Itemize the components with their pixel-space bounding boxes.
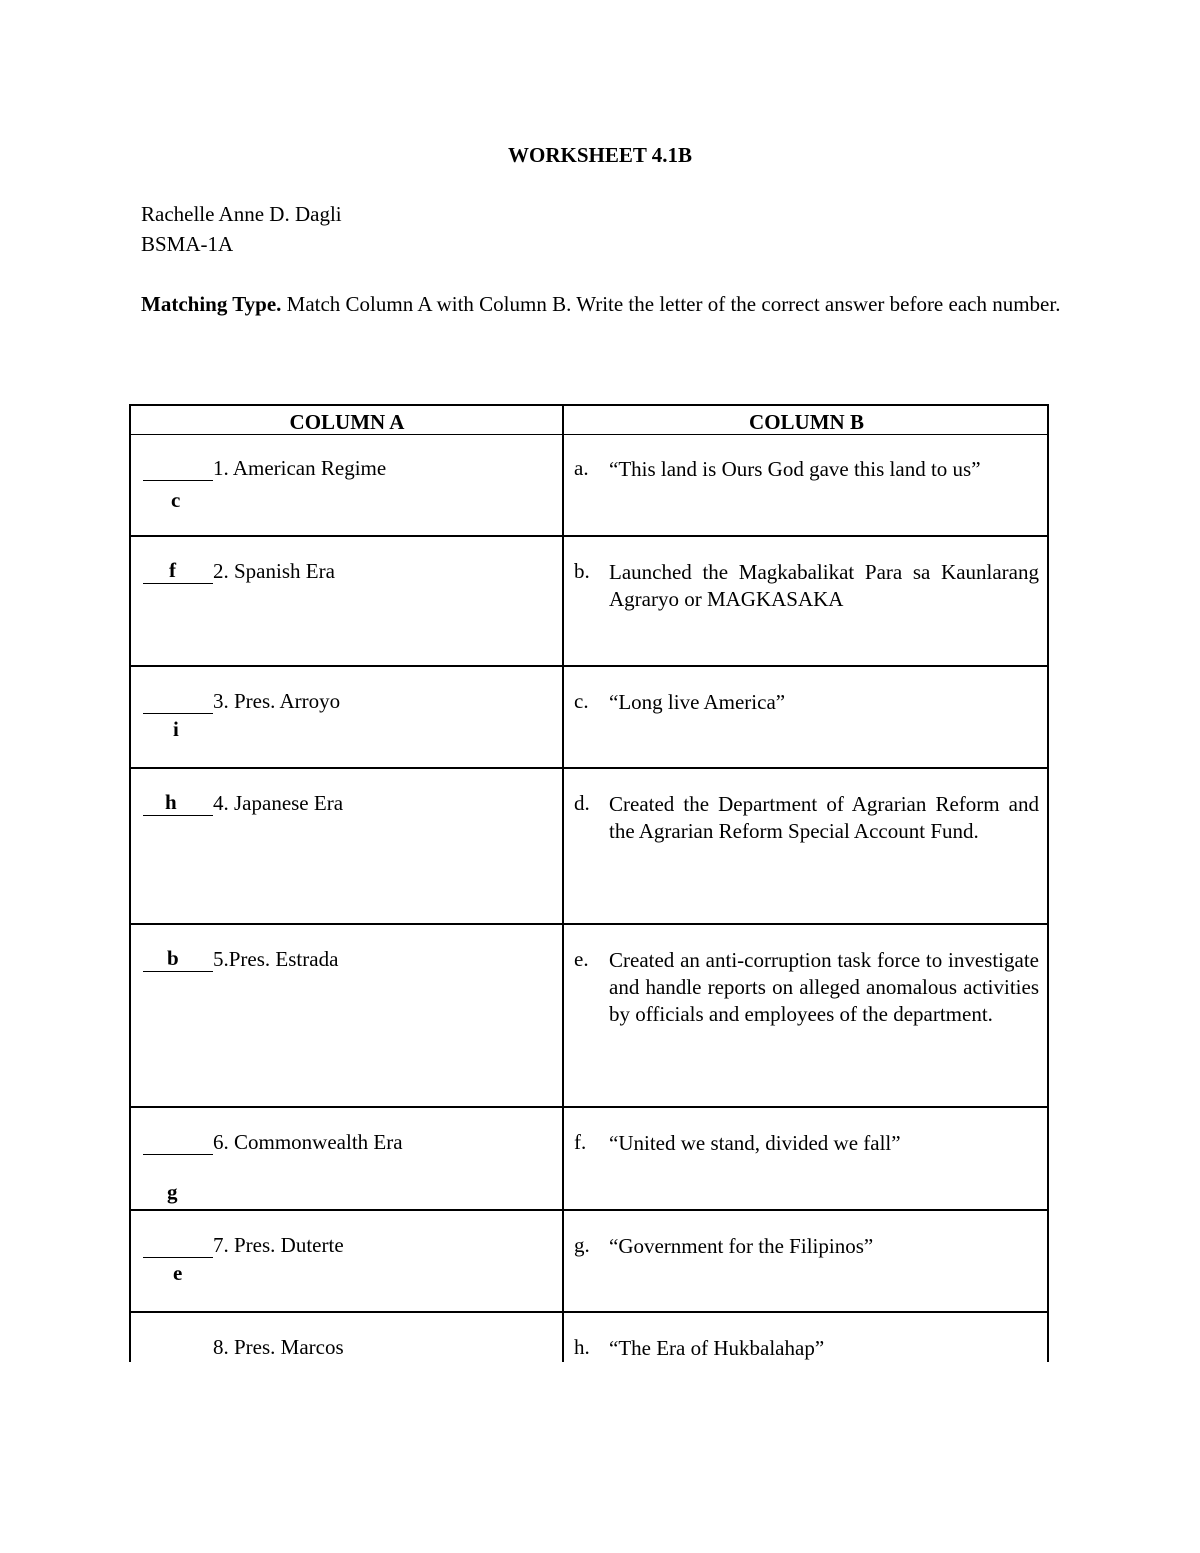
column-a-item-text: 3. Pres. Arroyo [213, 689, 341, 713]
column-a-item [143, 947, 338, 972]
column-b-text: “The Era of Hukbalahap” [609, 1336, 825, 1360]
column-b-item [574, 1335, 1039, 1362]
column-b-header: COLUMN B [749, 410, 864, 434]
column-b-text: “This land is Ours God gave this land to us” [609, 457, 981, 481]
student-section: BSMA-1A [141, 232, 234, 256]
table-row [131, 667, 1047, 769]
column-b-text: Launched the Magkabalikat Para sa Kaunlarang Agraryo or MAGKASAKA [609, 560, 1039, 611]
column-a-header: COLUMN A [289, 410, 405, 434]
answer-letter: f [169, 558, 176, 582]
column-b-text: “United we stand, divided we fall” [609, 1131, 901, 1155]
column-b-text: Created an anti-corruption task force to investigate and handle reports on alleged anomalous activities by officials and employees of the department. [609, 948, 1039, 1026]
column-a-item [143, 1130, 403, 1155]
table-header [131, 406, 1047, 435]
answer-letter: i [173, 717, 179, 741]
column-b-letter: f. [574, 1130, 587, 1154]
column-a-item-text: 8. Pres. Marcos [213, 1335, 344, 1359]
answer-blank[interactable] [143, 790, 213, 816]
column-b-item [574, 689, 1039, 716]
column-a-item-text: 6. Commonwealth Era [213, 1130, 403, 1154]
column-b-item [574, 947, 1039, 1028]
answer-blank[interactable] [143, 692, 213, 714]
worksheet-title: WORKSHEET 4.1B [508, 143, 692, 167]
student-name: Rachelle Anne D. Dagli [141, 202, 342, 226]
column-a-item [143, 1233, 344, 1258]
column-b-text: “Long live America” [609, 690, 786, 714]
instructions-heading: Matching Type. [141, 292, 282, 316]
table-row [131, 1211, 1047, 1313]
column-b-letter: g. [574, 1233, 590, 1257]
column-b-letter: b. [574, 559, 590, 583]
answer-blank[interactable] [143, 1338, 213, 1360]
column-b-item [574, 1130, 1039, 1157]
column-a-item-text: 7. Pres. Duterte [213, 1233, 344, 1257]
column-b-letter: e. [574, 947, 589, 971]
table-row [131, 1313, 1047, 1364]
column-b-item [574, 791, 1039, 845]
matching-table [129, 404, 1049, 1362]
table-row [131, 434, 1047, 537]
answer-blank[interactable] [143, 946, 213, 972]
answer-letter: h [165, 790, 177, 814]
column-b-letter: d. [574, 791, 590, 815]
column-b-text: “Government for the Filipinos” [609, 1234, 874, 1258]
table-row [131, 769, 1047, 925]
column-b-text: Created the Department of Agrarian Reform and the Agrarian Reform Special Account Fund. [609, 792, 1039, 843]
column-a-item-text: 4. Japanese Era [213, 791, 344, 815]
instructions [141, 289, 1061, 319]
answer-letter: e [173, 1261, 183, 1285]
answer-blank[interactable] [143, 1236, 213, 1258]
table-row [131, 925, 1047, 1108]
column-a-item [143, 791, 343, 816]
column-a-item [143, 559, 335, 584]
column-divider [562, 406, 564, 1362]
table-row [131, 1108, 1047, 1211]
answer-blank[interactable] [143, 558, 213, 584]
table-row [131, 537, 1047, 667]
column-a-item [143, 689, 340, 714]
column-b-item [574, 456, 1039, 483]
column-a-item [143, 1335, 344, 1360]
column-a-item-text: 2. Spanish Era [213, 559, 335, 583]
answer-blank[interactable] [143, 459, 213, 481]
column-b-letter: h. [574, 1335, 590, 1359]
column-a-item-text: 1. American Regime [213, 456, 387, 480]
column-b-item [574, 559, 1039, 613]
column-b-letter: c. [574, 689, 589, 713]
answer-letter: g [167, 1180, 178, 1204]
answer-blank[interactable] [143, 1133, 213, 1155]
answer-letter: b [167, 946, 179, 970]
column-b-letter: a. [574, 456, 589, 480]
column-a-item-text: 5.Pres. Estrada [213, 947, 339, 971]
instructions-text: Match Column A with Column B. Write the letter of the correct answer before each number. [281, 292, 1061, 316]
column-b-item [574, 1233, 1039, 1260]
column-a-item [143, 456, 386, 481]
answer-letter: c [171, 488, 181, 512]
